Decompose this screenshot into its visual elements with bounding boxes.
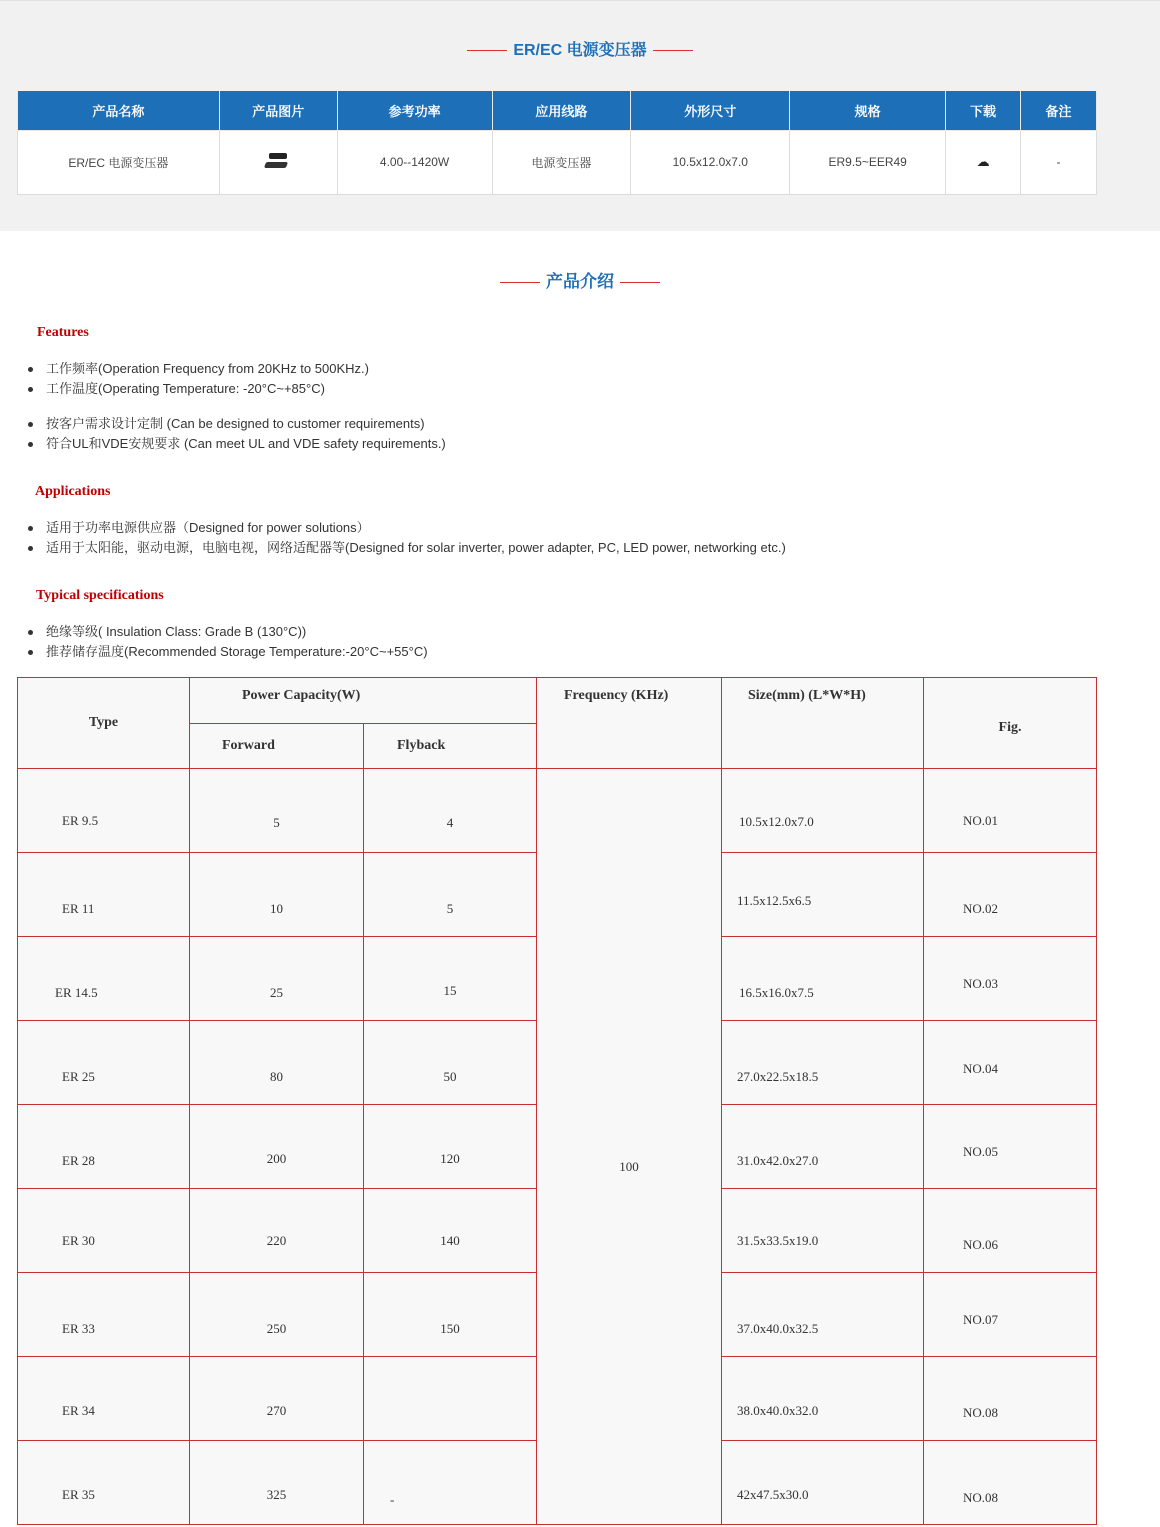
product-circuit: 电源变压器 bbox=[492, 130, 631, 194]
col-application-circuit: 应用线路 bbox=[492, 91, 631, 130]
spec-col-flyback: Flyback bbox=[364, 724, 537, 769]
spec-col-power: Power Capacity(W) bbox=[190, 678, 537, 724]
col-remark: 备注 bbox=[1021, 91, 1097, 130]
row-size: 11.5x12.5x6.5 bbox=[722, 853, 924, 937]
col-product-name: 产品名称 bbox=[18, 91, 220, 130]
row-forward: 200 bbox=[190, 1105, 364, 1189]
row-fig: NO.07 bbox=[924, 1273, 1097, 1357]
row-forward: 25 bbox=[190, 937, 364, 1021]
feature-item: 按客户需求设计定制 (Can be designed to customer requirements) bbox=[26, 414, 446, 434]
product-power: 4.00--1420W bbox=[337, 130, 492, 194]
row-type: ER 34 bbox=[18, 1357, 190, 1441]
row-type: ER 30 bbox=[18, 1189, 190, 1273]
row-forward: 80 bbox=[190, 1021, 364, 1105]
row-forward: 10 bbox=[190, 853, 364, 937]
feature-item: 工作温度(Operating Temperature: -20°C~+85°C) bbox=[26, 379, 446, 399]
intro-section-title-text: 产品介绍 bbox=[546, 272, 614, 291]
row-size: 42x47.5x30.0 bbox=[722, 1441, 924, 1525]
row-fig: NO.06 bbox=[924, 1189, 1097, 1273]
product-size: 10.5x12.0x7.0 bbox=[631, 130, 790, 194]
row-size: 10.5x12.0x7.0 bbox=[722, 769, 924, 853]
row-fig: NO.08 bbox=[924, 1357, 1097, 1441]
table-row bbox=[18, 769, 1097, 853]
row-fig: NO.01 bbox=[924, 769, 1097, 853]
spec-col-type: Type bbox=[18, 678, 190, 769]
typical-spec-item: 推荐储存温度(Recommended Storage Temperature:-20°C~+55°C) bbox=[26, 642, 428, 662]
row-type: ER 14.5 bbox=[18, 937, 190, 1021]
row-size: 31.0x42.0x27.0 bbox=[722, 1105, 924, 1189]
row-fig: NO.04 bbox=[924, 1021, 1097, 1105]
frequency-value: 100 bbox=[537, 769, 722, 1525]
spec-col-size: Size(mm) (L*W*H) bbox=[722, 678, 924, 769]
row-flyback: 5 bbox=[364, 853, 537, 937]
product-section-title bbox=[0, 37, 1160, 60]
download-cell[interactable] bbox=[946, 130, 1021, 194]
product-row[interactable] bbox=[18, 130, 1097, 194]
feature-item: 符合UL和VDE安规要求 (Can meet UL and VDE safety requirements.) bbox=[26, 434, 446, 454]
row-forward: 325 bbox=[190, 1441, 364, 1525]
features-heading: Features bbox=[37, 325, 89, 340]
row-flyback: - bbox=[364, 1441, 537, 1525]
typical-specs-list bbox=[26, 622, 428, 662]
row-size: 38.0x40.0x32.0 bbox=[722, 1357, 924, 1441]
typical-spec-item: 绝缘等级( Insulation Class: Grade B (130°C)) bbox=[26, 622, 428, 642]
product-spec: ER9.5~EER49 bbox=[790, 130, 946, 194]
spec-header-row bbox=[18, 678, 1097, 724]
feature-item: 工作频率(Operation Frequency from 20KHz to 500KHz.) bbox=[26, 359, 446, 379]
row-size: 31.5x33.5x19.0 bbox=[722, 1189, 924, 1273]
col-reference-power: 参考功率 bbox=[337, 91, 492, 130]
row-type: ER 33 bbox=[18, 1273, 190, 1357]
row-flyback: 50 bbox=[364, 1021, 537, 1105]
product-table bbox=[17, 91, 1097, 195]
spec-table bbox=[17, 677, 1097, 1525]
row-fig: NO.08 bbox=[924, 1441, 1097, 1525]
spec-col-frequency: Frequency (KHz) bbox=[537, 678, 722, 769]
features-list bbox=[26, 359, 446, 454]
row-flyback bbox=[364, 1357, 537, 1441]
row-forward: 250 bbox=[190, 1273, 364, 1357]
row-size: 27.0x22.5x18.5 bbox=[722, 1021, 924, 1105]
row-fig: NO.02 bbox=[924, 853, 1097, 937]
row-type: ER 25 bbox=[18, 1021, 190, 1105]
applications-list bbox=[26, 518, 786, 558]
col-dimensions: 外形尺寸 bbox=[631, 91, 790, 130]
application-item: 适用于太阳能，驱动电源，电脑电视，网络适配器等(Designed for solar inverter, power adapter, PC, LED power, networking etc.) bbox=[26, 538, 786, 558]
cloud-download-icon[interactable]: ☁ bbox=[976, 154, 990, 169]
product-remark: - bbox=[1021, 130, 1097, 194]
row-type: ER 9.5 bbox=[18, 769, 190, 853]
intro-section-title bbox=[0, 267, 1160, 292]
application-item: 适用于功率电源供应器（Designed for power solutions） bbox=[26, 518, 786, 538]
row-type: ER 35 bbox=[18, 1441, 190, 1525]
row-flyback: 4 bbox=[364, 769, 537, 853]
row-flyback: 15 bbox=[364, 937, 537, 1021]
row-forward: 270 bbox=[190, 1357, 364, 1441]
row-flyback: 140 bbox=[364, 1189, 537, 1273]
col-download: 下载 bbox=[946, 91, 1021, 130]
row-forward: 220 bbox=[190, 1189, 364, 1273]
product-table-header bbox=[18, 91, 1097, 130]
transformer-image[interactable] bbox=[265, 151, 291, 171]
col-product-image: 产品图片 bbox=[219, 91, 337, 130]
row-flyback: 120 bbox=[364, 1105, 537, 1189]
row-size: 16.5x16.0x7.5 bbox=[722, 937, 924, 1021]
spec-col-forward: Forward bbox=[190, 724, 364, 769]
row-flyback: 150 bbox=[364, 1273, 537, 1357]
row-forward: 5 bbox=[190, 769, 364, 853]
row-type: ER 28 bbox=[18, 1105, 190, 1189]
col-specification: 规格 bbox=[790, 91, 946, 130]
row-size: 37.0x40.0x32.5 bbox=[722, 1273, 924, 1357]
typical-specs-heading: Typical specifications bbox=[36, 588, 164, 603]
spec-col-fig: Fig. bbox=[924, 678, 1097, 769]
product-image-cell[interactable] bbox=[219, 130, 337, 194]
row-type: ER 11 bbox=[18, 853, 190, 937]
applications-heading: Applications bbox=[35, 484, 111, 499]
product-section-title-text: ER/EC 电源变压器 bbox=[513, 42, 647, 59]
row-fig: NO.03 bbox=[924, 937, 1097, 1021]
product-name[interactable]: ER/EC 电源变压器 bbox=[18, 130, 220, 194]
row-fig: NO.05 bbox=[924, 1105, 1097, 1189]
